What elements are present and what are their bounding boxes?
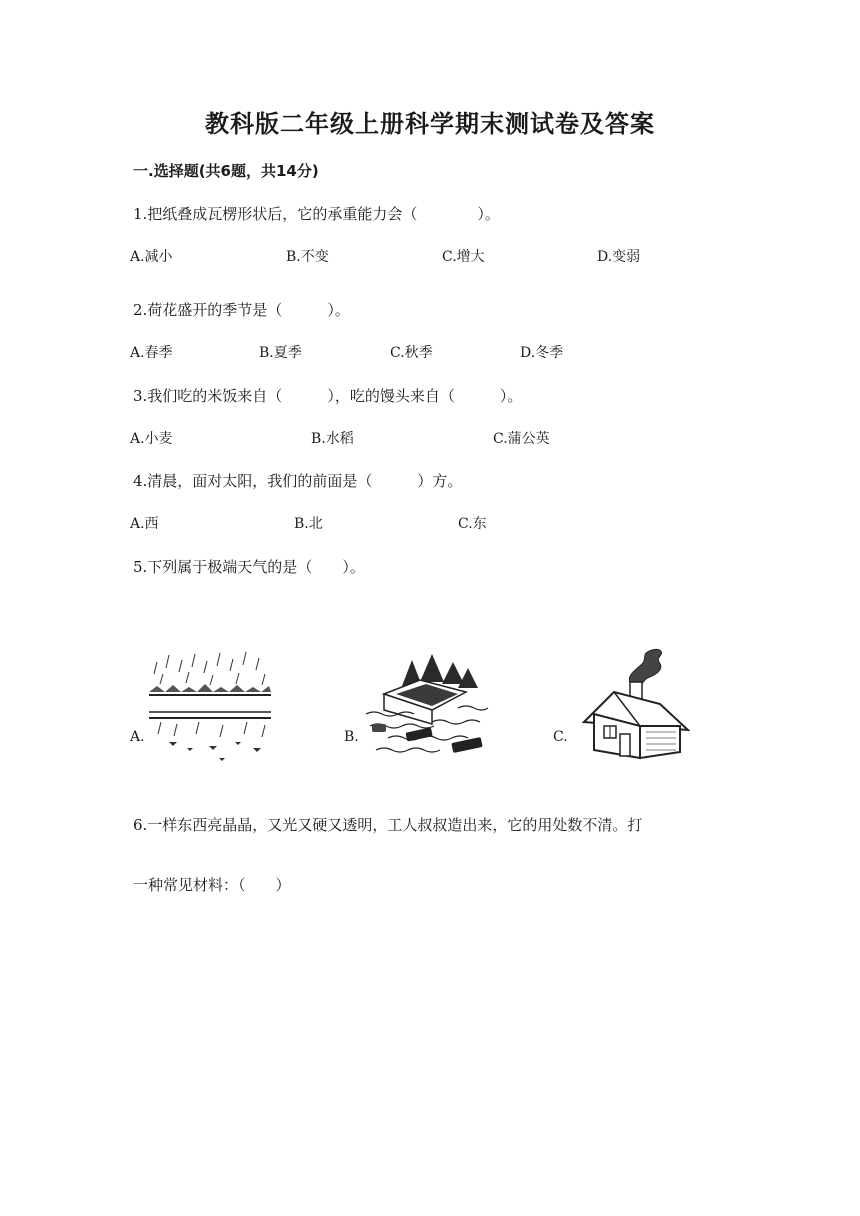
flood-picture[interactable] [362, 652, 492, 760]
question-4: 4.清晨，面对太阳，我们的前面是（ ）方。 [133, 472, 463, 490]
question-1: 1.把纸叠成瓦楞形状后，它的承重能力会（ ）。 [133, 205, 500, 223]
q2-option-d[interactable]: D.冬季 [520, 345, 564, 361]
q1-option-d[interactable]: D.变弱 [597, 249, 641, 265]
question-6: 6.一样东西亮晶晶，又光又硬又透明，工人叔叔造出来，它的用处数不清。打 [133, 816, 643, 834]
q4-option-b[interactable]: B.北 [294, 516, 323, 532]
q4-option-c[interactable]: C.东 [458, 516, 487, 532]
house-chimney-picture[interactable] [580, 646, 690, 760]
q4-option-a[interactable]: A.西 [130, 516, 159, 532]
q3-option-c[interactable]: C.蒲公英 [493, 431, 550, 447]
page-title: 教科版二年级上册科学期末测试卷及答案 [205, 110, 655, 138]
question-2: 2.荷花盛开的季节是（ ）。 [133, 301, 350, 319]
q5-option-a[interactable]: A. [130, 729, 145, 745]
q2-option-b[interactable]: B.夏季 [259, 345, 302, 361]
q1-option-a[interactable]: A.减小 [130, 249, 173, 265]
question-6-line-2: 一种常见材料：（ ） [133, 876, 291, 894]
section-heading: 一.选择题(共6题，共14分) [133, 162, 319, 180]
q5-option-c[interactable]: C. [553, 729, 568, 745]
question-5: 5.下列属于极端天气的是（ ）。 [133, 558, 365, 576]
q5-option-b[interactable]: B. [344, 729, 359, 745]
q1-option-c[interactable]: C.增大 [442, 249, 485, 265]
question-3: 3.我们吃的米饭来自（ ），吃的馒头来自（ ）。 [133, 387, 523, 405]
q3-option-a[interactable]: A.小麦 [130, 431, 173, 447]
q3-option-b[interactable]: B.水稻 [311, 431, 354, 447]
q2-option-c[interactable]: C.秋季 [390, 345, 433, 361]
q1-option-b[interactable]: B.不变 [286, 249, 329, 265]
heavy-rain-picture[interactable] [147, 650, 272, 762]
q2-option-a[interactable]: A.春季 [130, 345, 173, 361]
